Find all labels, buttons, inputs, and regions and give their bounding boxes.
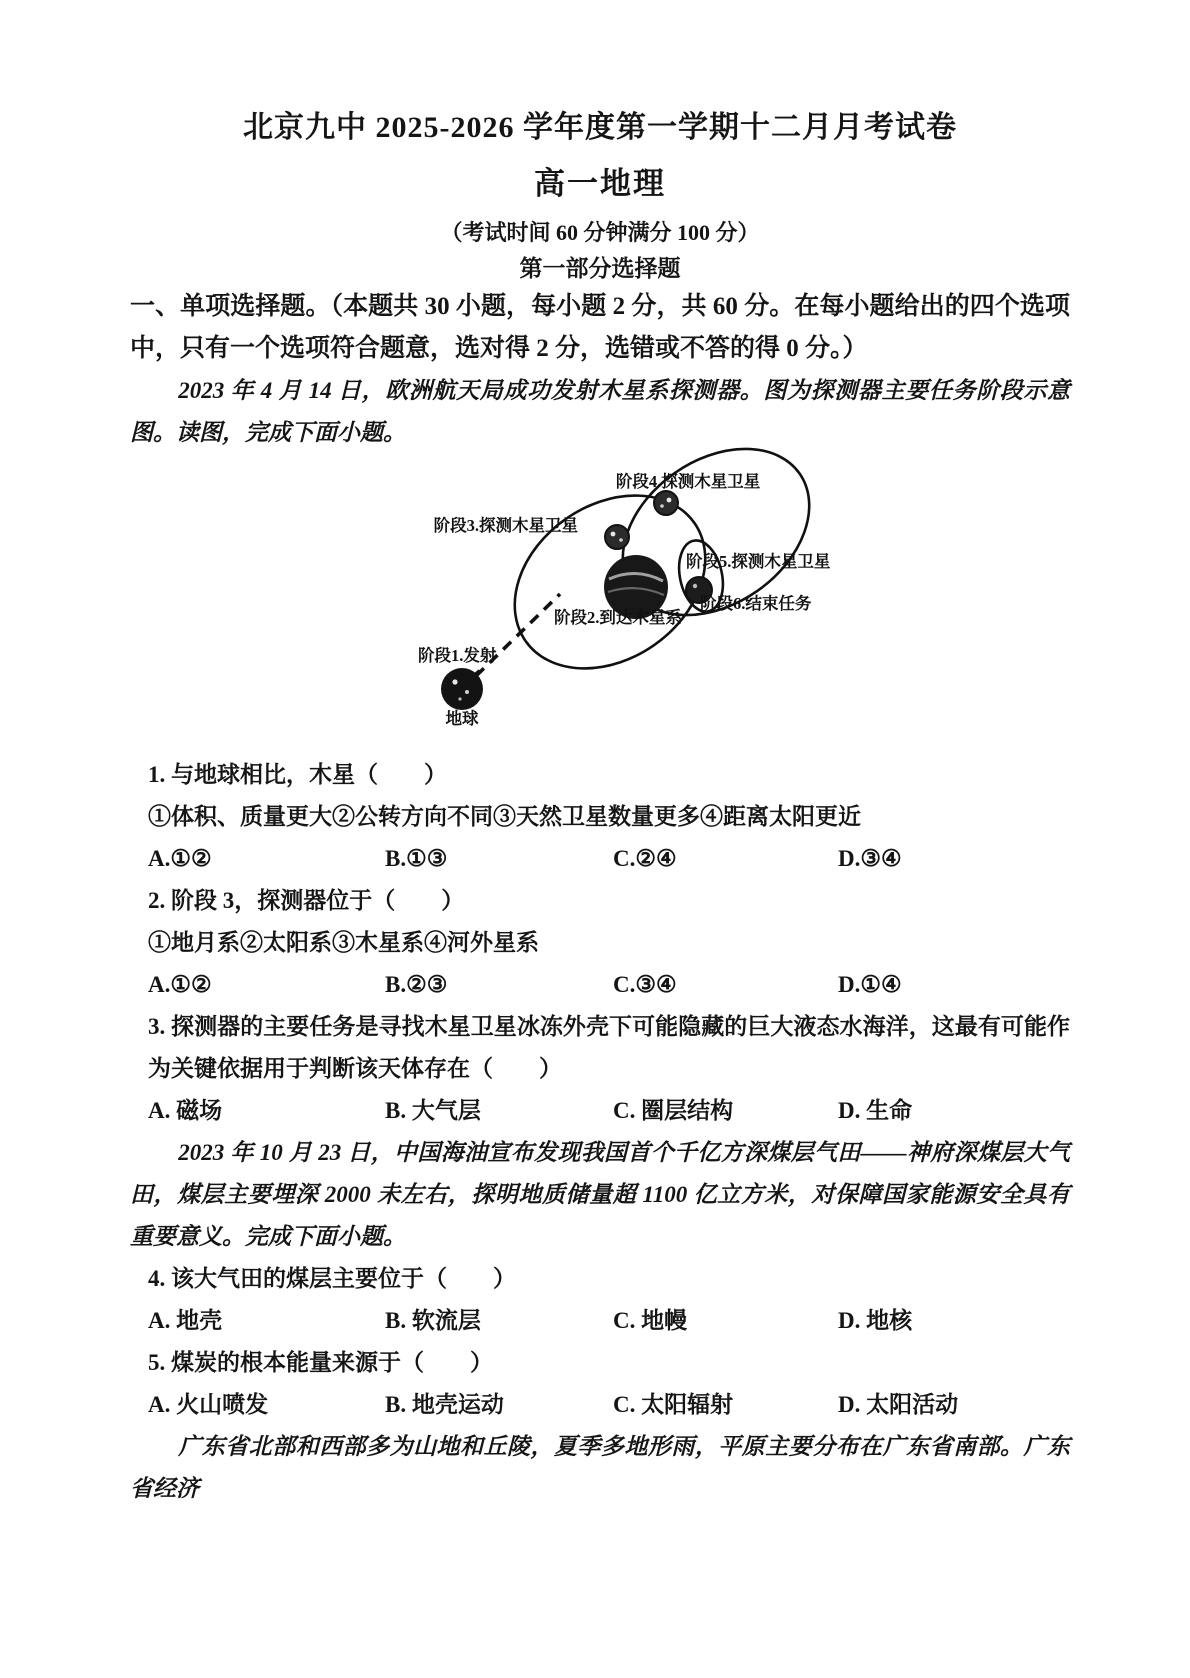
- stage3-label: 阶段3.探测木星卫星: [433, 516, 578, 535]
- question-1-stem: 1. 与地球相比，木星（ ）: [148, 762, 447, 787]
- question-2-option-d: D.①④: [838, 972, 902, 997]
- question-2-statements: ①地月系②太阳系③木星系④河外星系: [148, 930, 539, 955]
- stage4-label: 阶段4.探测木星卫星: [615, 472, 761, 491]
- question-5: [130, 1342, 1070, 1426]
- question-3-option-b: B. 大气层: [385, 1098, 481, 1123]
- question-2-stem: 2. 阶段 3，探测器位于（ ）: [148, 888, 465, 913]
- moon-stage4: [654, 491, 678, 515]
- question-1-option-d: D.③④: [838, 846, 902, 871]
- passage-coalfield: 2023 年 10 月 23 日，中国海油宣布发现我国首个千亿方深煤层气田——神府深煤层大气田，煤层主要埋深 2000 未左右，探明地质储量超 1100 亿立方米，对保障国家能源安全具有重要意义。完成下面小题。: [130, 1140, 1070, 1249]
- stage6-label: 阶段6.结束任务: [700, 594, 812, 613]
- question-1-option-b: B.①③: [385, 846, 448, 871]
- stage2-label: 阶段2.到达木星系: [554, 608, 682, 627]
- question-3-options: [130, 1090, 1070, 1132]
- earth-label: 地球: [445, 709, 479, 728]
- question-4-options: [130, 1300, 1070, 1342]
- question-3-option-d: D. 生命: [838, 1098, 913, 1123]
- mission-stage-diagram-figure: [388, 424, 868, 734]
- question-1: [130, 754, 1070, 880]
- question-5-option-c: C. 太阳辐射: [613, 1392, 734, 1417]
- passage-guangdong: 广东省北部和西部多为山地和丘陵，夏季多地形雨，平原主要分布在广东省南部。广东省经济: [130, 1434, 1070, 1501]
- question-4-stem: 4. 该大气田的煤层主要位于（ ）: [148, 1266, 516, 1291]
- question-4-option-c: C. 地幔: [613, 1308, 688, 1333]
- question-3-option-c: C. 圈层结构: [613, 1098, 734, 1123]
- question-3-stem: 3. 探测器的主要任务是寻找木星卫星冰冻外壳下可能隐藏的巨大液态水海洋，这最有可能作为关键依据用于判断该天体存在（ ）: [148, 1014, 1070, 1081]
- question-2-option-b: B.②③: [385, 972, 448, 997]
- question-3: [130, 1006, 1070, 1132]
- question-1-statements: ①体积、质量更大②公转方向不同③天然卫星数量更多④距离太阳更近: [148, 804, 861, 829]
- question-5-option-b: B. 地壳运动: [385, 1392, 504, 1417]
- question-4-option-d: D. 地核: [838, 1308, 913, 1333]
- section-instructions: 一、单项选择题。（本题共 30 小题，每小题 2 分，共 60 分。在每小题给出的四个选项中，只有一个选项符合题意，选对得 2 分，选错或不答的得 0 分。）: [130, 293, 1070, 362]
- exam-subject: 高一地理: [534, 166, 666, 201]
- question-4: [130, 1258, 1070, 1342]
- question-2-options: [130, 964, 1070, 1006]
- question-2-option-c: C.③④: [613, 972, 677, 997]
- section-heading: 第一部分选择题: [519, 256, 681, 281]
- question-3-option-a: A. 磁场: [148, 1098, 223, 1123]
- moon-stage3: [605, 525, 629, 549]
- question-5-stem: 5. 煤炭的根本能量来源于（ ）: [148, 1350, 493, 1375]
- question-2: [130, 880, 1070, 1006]
- stage1-label: 阶段1.发射: [418, 646, 497, 665]
- exam-time-score-info: （考试时间 60 分钟满分 100 分）: [440, 220, 760, 245]
- question-4-option-a: A. 地壳: [148, 1308, 223, 1333]
- question-1-options: [130, 838, 1070, 880]
- question-5-option-d: D. 太阳活动: [838, 1392, 959, 1417]
- earth-sphere: [441, 668, 483, 710]
- questions-area: [130, 754, 1070, 1510]
- stage5-label: 阶段5.探测木星卫星: [686, 552, 831, 571]
- passage-jupiter-probe: 2023 年 4 月 14 日，欧洲航天局成功发射木星系探测器。图为探测器主要任务阶段示意图。读图，完成下面小题。: [130, 378, 1070, 445]
- question-1-option-c: C.②④: [613, 846, 677, 871]
- mission-stage-diagram: [130, 434, 1070, 734]
- question-5-options: [130, 1384, 1070, 1426]
- question-5-option-a: A. 火山喷发: [148, 1392, 269, 1417]
- question-4-option-b: B. 软流层: [385, 1308, 481, 1333]
- exam-title: 北京九中 2025-2026 学年度第一学期十二月月考试卷: [243, 111, 957, 144]
- question-2-option-a: A.①②: [148, 972, 212, 997]
- question-1-option-a: A.①②: [148, 846, 212, 871]
